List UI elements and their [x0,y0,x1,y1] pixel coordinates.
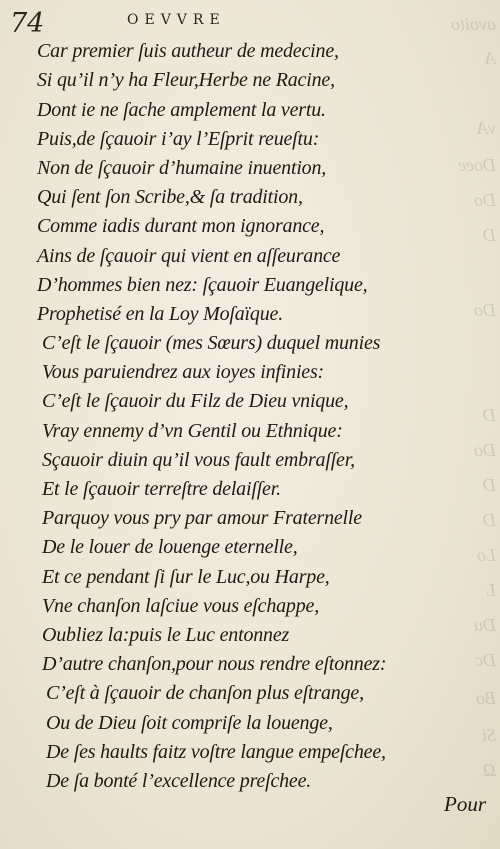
bleed-through-text: avoito A vA Doee Do D Do D Do D D Lo L Du Dc Bo Si Ω [451,14,496,780]
verse-line: Oubliez la:puis le Luc entonnez [42,624,290,646]
catchword: Pour [444,792,486,816]
verse-line: Si qu’il n’y ha Fleur,Herbe ne Racine, [37,69,335,91]
verse-line: D’hommes bien nez: ſçauoir Euangelique, [37,274,368,296]
verse-line: Qui ſent ſon Scribe,& ſa tradition, [37,186,303,208]
verse-line: Comme iadis durant mon ignorance, [37,215,325,237]
verse-line: Dont ie ne ſache amplement la vertu. [37,99,326,121]
verse-line: C’eſt le ſçauoir du Filz de Dieu vnique, [42,390,349,412]
verse-line: Et le ſçauoir terreſtre delaiſſer. [42,478,281,500]
verse-line: Car premier ſuis autheur de medecine, [37,40,339,62]
verse-line: Prophetisé en la Loy Moſaïque. [37,303,283,325]
verse-line: Vous paruiendrez aux ioyes infinies: [42,361,325,383]
verse-line: Et ce pendant ſi ſur le Luc,ou Harpe, [42,566,330,588]
verse-line: De ſes haults faitz voſtre langue empeſchee, [46,741,386,763]
verse-line: Non de ſçauoir d’humaine inuention, [37,157,327,179]
running-head: OEVVRE [127,12,226,28]
verse-line: Ou de Dieu ſoit compriſe la louenge, [46,712,333,734]
verse-line: C’eſt le ſçauoir (mes Sœurs) duquel munies [42,332,381,354]
page-number: 74 [10,8,45,39]
verse-line: Vray ennemy d’vn Gentil ou Ethnique: [42,420,343,442]
verse-line: De le louer de louenge eternelle, [42,536,298,558]
verse-line: Vne chanſon laſciue vous eſchappe, [42,595,319,617]
verse-line: Ains de ſçauoir qui vient en aſſeurance [37,245,341,267]
verse-line: D’autre chanſon,pour nous rendre eſtonnez: [42,653,387,675]
verse-line: Parquoy vous pry par amour Fraternelle [42,507,362,529]
verse-line: De ſa bonté l’excellence preſchee. [46,770,312,792]
verse-line: C’eſt à ſçauoir de chanſon plus eſtrange, [46,682,364,704]
verse-line: Sçauoir diuin qu’il vous fault embraſſer, [42,449,355,471]
verse-line: Puis,de ſçauoir i’ay l’Eſprit reueſtu: [37,128,320,150]
